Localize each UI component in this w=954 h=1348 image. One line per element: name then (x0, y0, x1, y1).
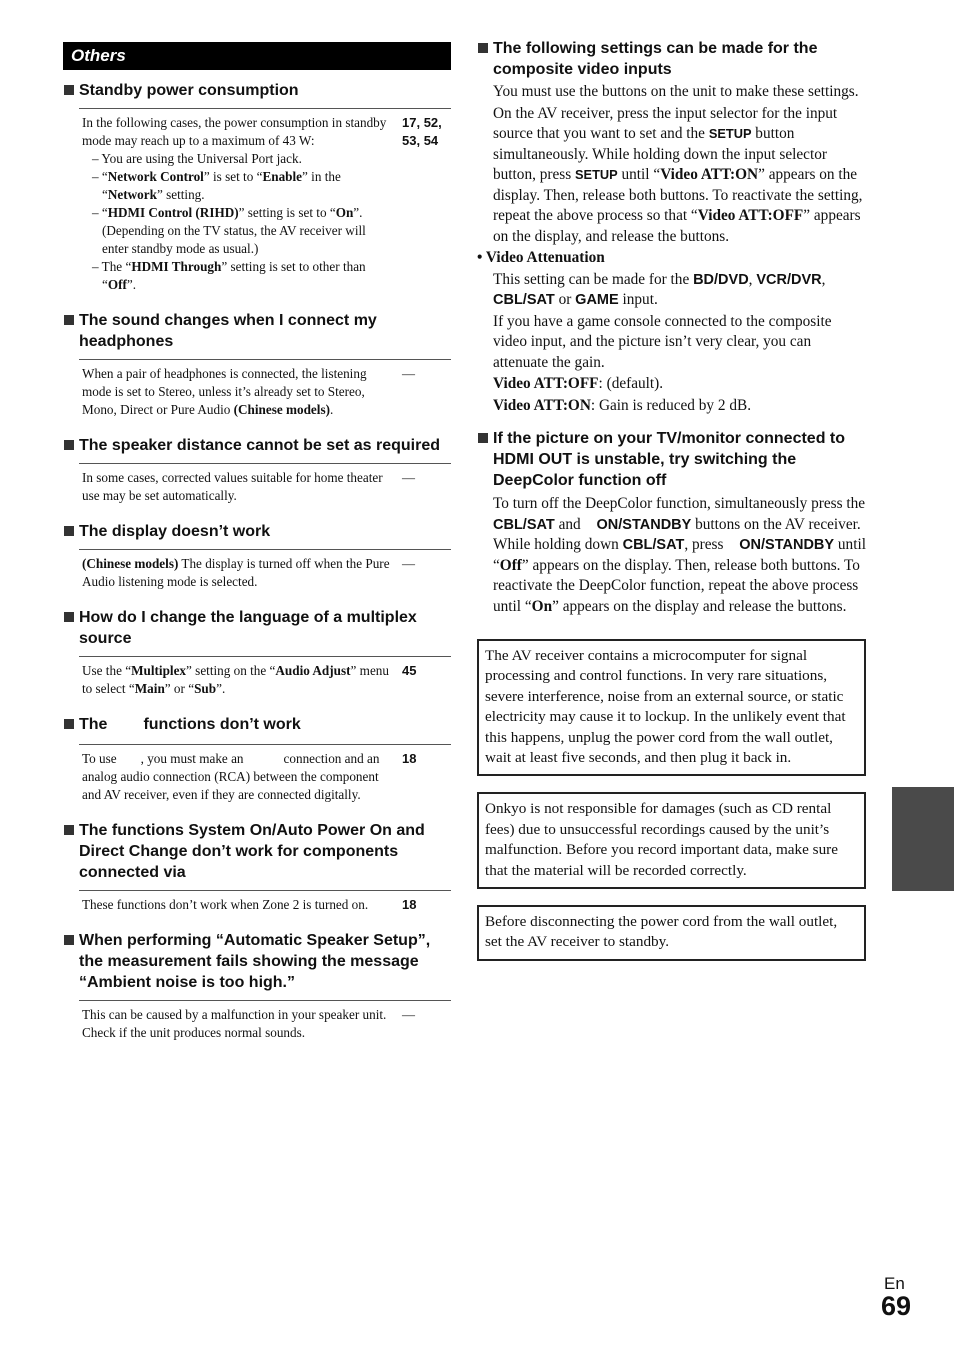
answer-deepcolor: To turn off the DeepColor function, simultaneously press the CBL/SAT and ON/STANDBY buttons on the AV receiver. While holding down CBL/SAT, press ON/STANDBY until “Off” appears on the display. Then, release both buttons. To reactivate the DeepColor function, repeat the above process until “On” appears on the display and release the buttons. (493, 495, 866, 615)
question-display: The display doesn’t work (63, 521, 451, 542)
square-bullet-icon (64, 612, 74, 622)
video-attenuation-body: This setting can be made for the BD/DVD, VCR/DVR, CBL/SAT or GAME input. If you have a game console connected to the composite video input, and the picture isn’t very clear, you can attenuate the gain. Video ATT:OFF: (default). Video ATT:ON: Gain is reduced by 2 dB. (493, 270, 832, 414)
answer-display: (Chinese models) The display is turned off when the Pure Audio listening mode is selected. — (79, 549, 451, 591)
right-column (477, 38, 866, 961)
list-item: – You are using the Universal Port jack. (92, 151, 302, 166)
note-box-disclaimer: Onkyo is not responsible for damages (such as CD rental fees) due to unsuccessful recordings caused by the unit’s malfunction. Before you record important data, make sure that the material will be recorded correctly. (477, 792, 866, 889)
square-bullet-icon (64, 85, 74, 95)
side-tab-marker (892, 787, 954, 891)
square-bullet-icon (478, 433, 488, 443)
answer-headphones: When a pair of headphones is connected, the listening mode is set to Stereo, unless it’s already set to Stereo, Mono, Direct or Pure Audio (Chinese models). — (79, 359, 451, 419)
question-auto-speaker-setup: When performing “Automatic Speaker Setup”, the measurement fails showing the message “Ambient noise is too high.” (63, 930, 451, 993)
question-deepcolor: If the picture on your TV/monitor connected to HDMI OUT is unstable, try switching the DeepColor function off (477, 428, 866, 491)
page-reference: — (402, 556, 415, 571)
left-column (63, 42, 451, 1058)
square-bullet-icon (64, 825, 74, 835)
answer-multiplex: Use the “Multiplex” setting on the “Audio Adjust” menu to select “Main” or “Sub”. 45 (79, 656, 451, 698)
section-title: Others (63, 42, 451, 70)
square-bullet-icon (64, 719, 74, 729)
answer-composite-video: You must use the buttons on the unit to make these settings. On the AV receiver, press the input selector for the input source that you want to set and the SETUP button simultaneously. While holding down the input selector button, press SETUP until “Video ATT:ON” appears on the display. Then, release both buttons. To reactivate the setting, repeat the above process so that “Video ATT:OFF” appears on the display, and release the buttons. (493, 83, 863, 245)
question-headphones: The sound changes when I connect my headphones (63, 310, 451, 352)
page-reference[interactable]: 18 (402, 897, 417, 912)
question-composite-video: The following settings can be made for the composite video inputs (477, 38, 866, 80)
page-reference: — (402, 1007, 415, 1022)
question-speaker-distance: The speaker distance cannot be set as required (63, 435, 451, 456)
square-bullet-icon (478, 43, 488, 53)
square-bullet-icon (64, 315, 74, 325)
page-reference: — (402, 470, 415, 485)
answer-system-on: These functions don’t work when Zone 2 is turned on. 18 (79, 890, 451, 914)
square-bullet-icon (64, 526, 74, 536)
answer-speaker-distance: In some cases, corrected values suitable for home theater use may be set automatically. — (79, 463, 451, 505)
list-item: – “Network Control” is set to “Enable” in the “Network” setting. (92, 169, 341, 202)
video-attenuation-heading: • Video Attenuation (477, 249, 605, 266)
page-reference[interactable]: 17, 52, 53, 54 (402, 115, 442, 148)
question-multiplex: How do I change the language of a multiplex source (63, 607, 451, 649)
note-box-microcomputer: The AV receiver contains a microcomputer for signal processing and control functions. In very rare situations, severe interference, noise from an external source, or static electricity may cause it to lockup. In the unlikely event that this happens, unplug the power cord from the wall outlet, wait at least five seconds, and then plug it back in. (477, 639, 866, 776)
note-box-standby: Before disconnecting the power cord from the wall outlet, set the AV receiver to standby. (477, 905, 866, 961)
answer-auto-speaker-setup: This can be caused by a malfunction in your speaker unit. Check if the unit produces normal sounds. — (79, 1000, 451, 1042)
list-item: – “HDMI Control (RIHD)” setting is set to “On”. (Depending on the TV status, the AV receiver will enter standby mode as usual.) (92, 205, 366, 256)
page-number: 69 (881, 1291, 912, 1321)
square-bullet-icon (64, 440, 74, 450)
page-reference[interactable]: 45 (402, 663, 417, 678)
question-system-on: The functions System On/Auto Power On and Direct Change don’t work for components connected via (63, 820, 451, 883)
page-language: En (884, 1274, 905, 1293)
answer-standby-power: In the following cases, the power consumption in standby mode may reach up to a maximum of 43 W: – You are using the Universal Port jack. – “Network Control” is set to “Enable” in the “Network” setting. – “HDMI Control (RIHD)” setting is set to “On”. (Depending on the TV status, the AV receiver will enter standby mode as usual.) – The “HDMI Through” setting is set to other than “Off”. 17, 52, 53, 54 (79, 108, 451, 294)
answer-functions: To use , you must make an connection and an analog audio connection (RCA) between the component and AV receiver, even if they are connected digitally. 18 (79, 744, 451, 804)
question-functions: The functions don’t work (63, 714, 451, 735)
question-standby-power: Standby power consumption (63, 80, 451, 101)
page-reference: — (402, 366, 415, 381)
list-item: – The “HDMI Through” setting is set to other than “Off”. (92, 259, 366, 292)
page-reference[interactable]: 18 (402, 751, 417, 766)
square-bullet-icon (64, 935, 74, 945)
